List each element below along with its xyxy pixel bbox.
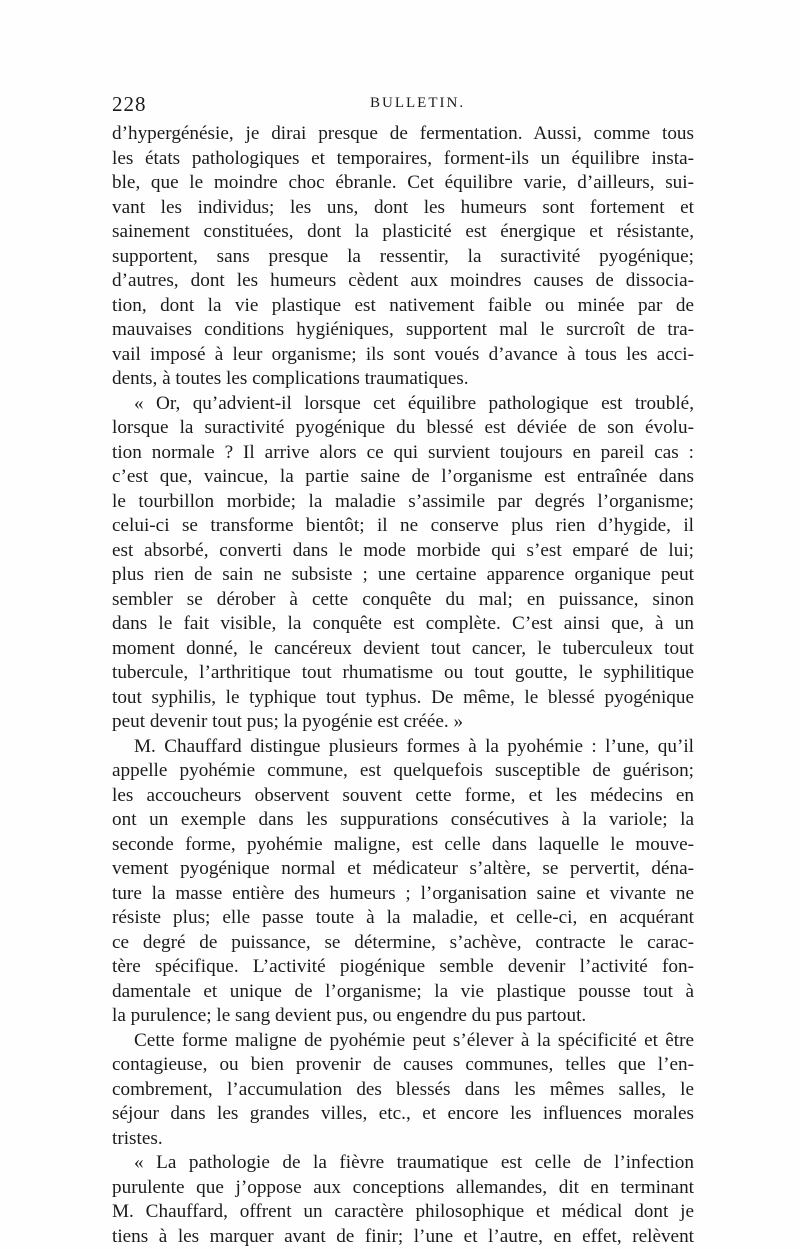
page-content [112,92,694,1249]
text-line: la purulence; le sang devient pus, ou engendre du pus partout. [112,1004,694,1029]
text-line: tout syphilis, le typhique tout typhus. De même, le blessé pyogénique [112,686,694,711]
text-line: damentale et unique de l’organisme; la vie plastique pousse tout à [112,980,694,1005]
text-line: les états pathologiques et temporaires, forment-ils un équilibre insta- [112,147,694,172]
text-line: ble, que le moindre choc ébranle. Cet équilibre varie, d’ailleurs, sui- [112,171,694,196]
text-line: tubercule, l’arthritique tout rhumatisme ou tout goutte, le syphilitique [112,661,694,686]
text-line: dents, à toutes les complications traumatiques. [112,367,694,392]
text-line: vant les individus; les uns, dont les humeurs sont fortement et [112,196,694,221]
page-number: 228 [112,92,147,117]
text-line: « La pathologie de la fièvre traumatique est celle de l’infection [112,1151,694,1176]
text-line: celui-ci se transforme bientôt; il ne conserve plus rien d’hygide, il [112,514,694,539]
text-line: tion, dont la vie plastique est nativement faible ou minée par de [112,294,694,319]
page-header [112,92,694,122]
text-line: d’hypergénésie, je dirai presque de fermentation. Aussi, comme tous [112,122,694,147]
text-line: peut devenir tout pus; la pyogénie est créée. » [112,710,694,735]
text-line: M. Chauffard distingue plusieurs formes à la pyohémie : l’une, qu’il [112,735,694,760]
text-line: moment donné, le cancéreux devient tout cancer, le tuberculeux tout [112,637,694,662]
text-line: vail imposé à leur organisme; ils sont voués d’avance à tous les acci- [112,343,694,368]
text-line: purulente que j’oppose aux conceptions allemandes, dit en terminant [112,1176,694,1201]
text-line: le tourbillon morbide; la maladie s’assimile par degrés l’organisme; [112,490,694,515]
text-line: tion normale ? Il arrive alors ce qui survient toujours en pareil cas : [112,441,694,466]
text-line: est absorbé, converti dans le mode morbide qui s’est emparé de lui; [112,539,694,564]
text-line: dans le fait visible, la conquête est complète. C’est ainsi que, à un [112,612,694,637]
body-text [112,122,694,1249]
text-line: ce degré de puissance, se détermine, s’achève, contracte le carac- [112,931,694,956]
text-line: combrement, l’accumulation des blessés dans les mêmes salles, le [112,1078,694,1103]
text-line: c’est que, vaincue, la partie saine de l’organisme est entraînée dans [112,465,694,490]
text-line: vement pyogénique normal et médicateur s’altère, se pervertit, déna- [112,857,694,882]
text-line: appelle pyohémie commune, est quelquefois susceptible de guérison; [112,759,694,784]
text-line: mauvaises conditions hygiéniques, supportent mal le surcroît de tra- [112,318,694,343]
text-line: les accoucheurs observent souvent cette forme, et les médecins en [112,784,694,809]
text-line: d’autres, dont les humeurs cèdent aux moindres causes de dissocia- [112,269,694,294]
text-line: ture la masse entière des humeurs ; l’organisation saine et vivante ne [112,882,694,907]
running-head: BULLETIN. [370,95,465,112]
text-line: M. Chauffard, offrent un caractère philosophique et médical dont je [112,1200,694,1225]
text-line: tiens à les marquer avant de finir; l’une et l’autre, en effet, relèvent [112,1225,694,1249]
text-line: sainement constituées, dont la plasticité est énergique et résistante, [112,220,694,245]
text-line: « Or, qu’advient-il lorsque cet équilibre pathologique est troublé, [112,392,694,417]
text-line: tère spécifique. L’activité piogénique semble devenir l’activité fon- [112,955,694,980]
text-line: résiste plus; elle passe toute à la maladie, et celle-ci, en acquérant [112,906,694,931]
text-line: seconde forme, pyohémie maligne, est celle dans laquelle le mouve- [112,833,694,858]
text-line: plus rien de sain ne subsiste ; une certaine apparence organique peut [112,563,694,588]
text-line: supportent, sans presque la ressentir, la suractivité pyogénique; [112,245,694,270]
text-line: tristes. [112,1127,694,1152]
text-line: Cette forme maligne de pyohémie peut s’élever à la spécificité et être [112,1029,694,1054]
text-line: contagieuse, ou bien provenir de causes communes, telles que l’en- [112,1053,694,1078]
text-line: ont un exemple dans les suppurations consécutives à la variole; la [112,808,694,833]
text-line: sembler se dérober à cette conquête du mal; en puissance, sinon [112,588,694,613]
text-line: lorsque la suractivité pyogénique du blessé est déviée de son évolu- [112,416,694,441]
text-line: séjour dans les grandes villes, etc., et encore les influences morales [112,1102,694,1127]
